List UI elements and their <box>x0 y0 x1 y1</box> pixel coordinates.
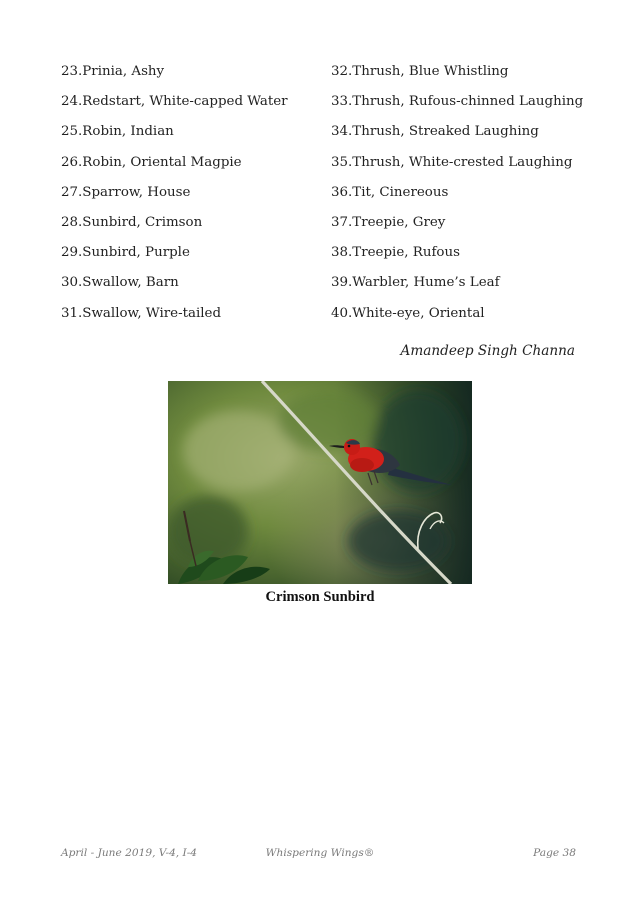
list-item <box>61 92 321 122</box>
item-name: Treepie, Grey <box>352 214 446 230</box>
photo-caption: Crimson Sunbird <box>265 589 375 605</box>
item-name: Sunbird, Purple <box>82 245 190 261</box>
item-name: Swallow, Wire-tailed <box>82 305 222 321</box>
footer-issue-date: April - June 2019, V-4, I-4 <box>61 847 198 859</box>
item-number: 40. <box>331 305 353 321</box>
list-item <box>331 183 601 213</box>
item-name: Sunbird, Crimson <box>82 214 203 230</box>
item-number: 33. <box>331 94 353 110</box>
item-number: 36. <box>331 184 353 200</box>
item-name: Redstart, White-capped Water <box>82 94 288 110</box>
item-number: 31. <box>61 305 83 321</box>
list-item <box>61 304 321 334</box>
item-name: Thrush, Streaked Laughing <box>352 124 539 140</box>
list-item <box>61 243 321 273</box>
item-number: 34. <box>331 124 353 140</box>
item-name: Tit, Cinereous <box>352 184 449 200</box>
item-number: 39. <box>331 275 353 291</box>
list-item <box>61 153 321 183</box>
item-number: 37. <box>331 214 353 230</box>
list-item <box>331 273 601 303</box>
item-name: Warbler, Hume’s Leaf <box>352 275 500 291</box>
list-item <box>61 213 321 243</box>
item-number: 28. <box>61 214 83 230</box>
list-item <box>331 304 601 334</box>
item-number: 23. <box>61 64 83 79</box>
item-number: 27. <box>61 184 83 200</box>
item-name: Treepie, Rufous <box>352 245 460 261</box>
list-item <box>61 62 321 92</box>
species-list-left <box>61 62 321 334</box>
list-item <box>61 122 321 152</box>
item-name: Swallow, Barn <box>82 275 179 291</box>
item-name: Thrush, Blue Whistling <box>352 64 509 79</box>
footer-publication-title: Whispering Wings® <box>265 847 375 859</box>
list-item <box>61 183 321 213</box>
item-name: Prinia, Ashy <box>82 64 165 79</box>
item-number: 26. <box>61 154 83 170</box>
list-item <box>331 62 601 92</box>
item-name: Thrush, White-crested Laughing <box>352 154 573 170</box>
list-item <box>331 92 601 122</box>
item-number: 24. <box>61 94 83 110</box>
species-list-right <box>331 62 601 334</box>
item-name: Robin, Indian <box>82 124 174 140</box>
footer-page-number: Page 38 <box>533 847 576 859</box>
item-number: 30. <box>61 275 83 291</box>
item-number: 38. <box>331 245 353 261</box>
list-item <box>331 122 601 152</box>
list-item <box>331 153 601 183</box>
item-number: 25. <box>61 124 83 140</box>
list-item <box>61 273 321 303</box>
item-name: White-eye, Oriental <box>352 305 485 321</box>
item-number: 29. <box>61 245 83 261</box>
bird-photo <box>168 381 472 584</box>
list-item <box>331 213 601 243</box>
item-name: Sparrow, House <box>82 184 191 200</box>
item-number: 32. <box>331 64 353 79</box>
author-credit: Amandeep Singh Channa <box>400 343 575 359</box>
item-name: Robin, Oriental Magpie <box>82 154 242 170</box>
item-number: 35. <box>331 154 353 170</box>
list-item <box>331 243 601 273</box>
item-name: Thrush, Rufous-chinned Laughing <box>352 94 584 110</box>
